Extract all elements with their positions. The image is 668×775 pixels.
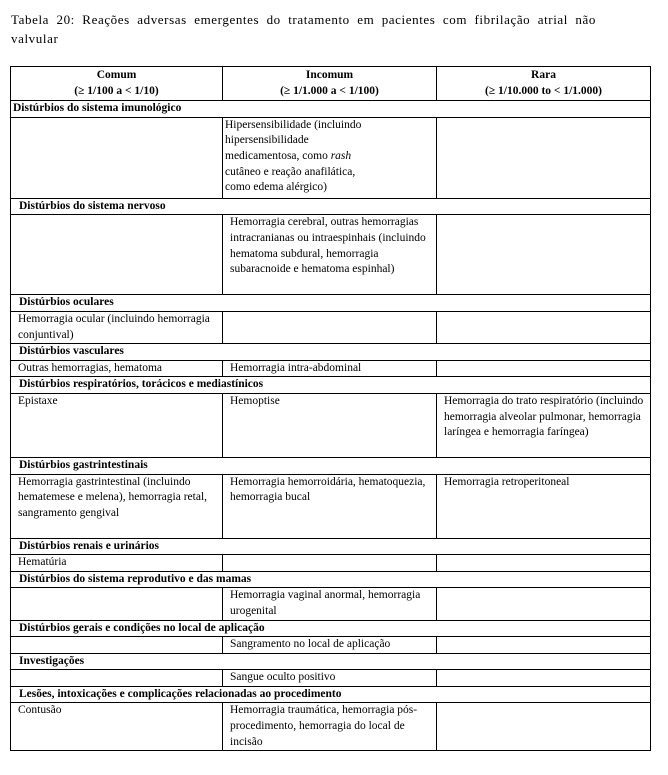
cell-uncommon: Hemorragia hemorroidária, hematoquezia, hemorragia bucal — [223, 474, 437, 538]
table-row — [11, 215, 651, 295]
table-row — [11, 703, 651, 751]
table-caption: Tabela 20: Reações adversas emergentes do tratamento em pacientes com fibrilação atrial não valvular — [11, 12, 596, 46]
header-common — [11, 67, 223, 101]
table-row — [11, 474, 651, 538]
section-row — [11, 620, 651, 637]
section-row — [11, 653, 651, 670]
table-row — [11, 117, 651, 198]
cell-uncommon: Hipersensibilidade (incluindo hipersensibilidade medicamentosa, como rash cutâneo e reação anafilática, como edema alérgico) — [223, 117, 437, 198]
header-rare — [437, 67, 651, 101]
cell-uncommon — [223, 555, 437, 572]
cell-uncommon — [223, 311, 437, 343]
cell-rare — [437, 588, 651, 620]
section-row — [11, 377, 651, 394]
cell-rare — [437, 670, 651, 687]
section-title: Distúrbios do sistema imunológico — [11, 101, 651, 118]
cell-rare — [437, 215, 651, 295]
section-row — [11, 686, 651, 703]
table-row — [11, 393, 651, 457]
cell-common: Contusão — [11, 703, 223, 751]
cell-rare — [437, 703, 651, 751]
table-row — [11, 360, 651, 377]
cell-rare — [437, 555, 651, 572]
cell-uncommon: Hemoptise — [223, 393, 437, 457]
cell-common — [11, 215, 223, 295]
section-title: Lesões, intoxicações e complicações relacionadas ao procedimento — [11, 686, 651, 703]
cell-common: Epistaxe — [11, 393, 223, 457]
cell-common — [11, 670, 223, 687]
cell-uncommon: Sangramento no local de aplicação — [223, 637, 437, 654]
section-title: Distúrbios oculares — [11, 295, 651, 312]
table-row — [11, 588, 651, 620]
cell-rare — [437, 117, 651, 198]
section-title: Distúrbios do sistema reprodutivo e das mamas — [11, 571, 651, 588]
cell-uncommon: Hemorragia cerebral, outras hemorragias intracranianas ou intraespinhais (incluindo hematoma subdural, hemorragia subaracnoide e hematoma espinhal) — [223, 215, 437, 295]
cell-uncommon: Hemorragia traumática, hemorragia pós-procedimento, hemorragia do local de incisão — [223, 703, 437, 751]
header-range: (≥ 1/1.000 a < 1/100) — [280, 84, 379, 97]
table-row — [11, 555, 651, 572]
cell-uncommon: Hemorragia vaginal anormal, hemorragia urogenital — [223, 588, 437, 620]
header-label: Rara — [531, 69, 556, 81]
header-range: (≥ 1/10.000 to < 1/1.000) — [485, 84, 602, 97]
section-title: Distúrbios gastrintestinais — [11, 457, 651, 474]
cell-common — [11, 588, 223, 620]
section-title: Distúrbios vasculares — [11, 344, 651, 361]
cell-common — [11, 117, 223, 198]
table-row — [11, 311, 651, 343]
adverse-reactions-table — [10, 66, 651, 751]
section-row — [11, 571, 651, 588]
section-row — [11, 198, 651, 215]
cell-rare — [437, 311, 651, 343]
section-row — [11, 295, 651, 312]
section-row — [11, 457, 651, 474]
section-row — [11, 101, 651, 118]
header-label: Comum — [96, 69, 137, 81]
cell-rare — [437, 360, 651, 377]
section-title: Distúrbios respiratórios, torácicos e mediastínicos — [11, 377, 651, 394]
section-title: Distúrbios do sistema nervoso — [11, 198, 651, 215]
cell-rare — [437, 637, 651, 654]
table-row — [11, 637, 651, 654]
header-range: (≥ 1/100 a < 1/10) — [74, 84, 159, 97]
cell-common: Hemorragia gastrintestinal (incluindo hematemese e melena), hemorragia retal, sangramento gengival — [11, 474, 223, 538]
header-row — [11, 67, 651, 101]
section-title: Distúrbios gerais e condições no local de aplicação — [11, 620, 651, 637]
table-row — [11, 670, 651, 687]
cell-common: Hemorragia ocular (incluindo hemorragia conjuntival) — [11, 311, 223, 343]
cell-rare: Hemorragia retroperitoneal — [437, 474, 651, 538]
section-title: Investigações — [11, 653, 651, 670]
cell-common: Hematúria — [11, 555, 223, 572]
cell-uncommon: Sangue oculto positivo — [223, 670, 437, 687]
cell-uncommon: Hemorragia intra-abdominal — [223, 360, 437, 377]
cell-common: Outras hemorragias, hematoma — [11, 360, 223, 377]
cell-rare: Hemorragia do trato respiratório (incluindo hemorragia alveolar pulmonar, hemorragia laríngea e hemorragia faríngea) — [437, 393, 651, 457]
header-uncommon — [223, 67, 437, 101]
section-title: Distúrbios renais e urinários — [11, 538, 651, 555]
header-label: Incomum — [305, 69, 354, 81]
cell-common — [11, 637, 223, 654]
section-row — [11, 538, 651, 555]
section-row — [11, 344, 651, 361]
